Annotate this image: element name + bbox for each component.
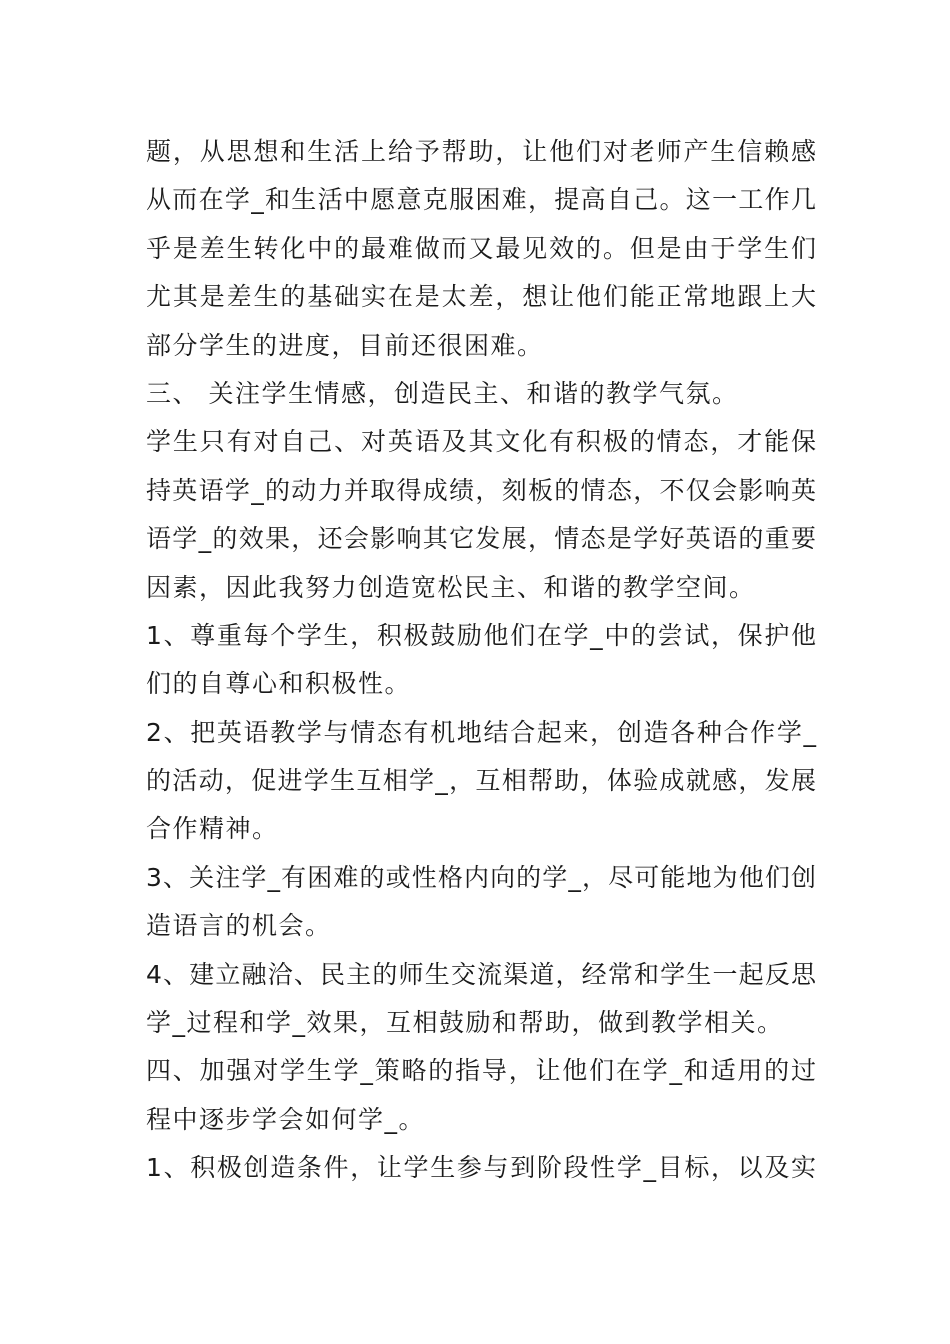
- list-item-4-line-1: 4、建立融洽、民主的师生交流渠道，经常和学生一起反思: [146, 959, 816, 989]
- text-line-5: 部分学生的进度，目前还很困难。: [146, 330, 544, 360]
- section-heading-4-line-1: 四、加强对学生学_策略的指导，让他们在学_和适用的过: [146, 1056, 816, 1086]
- document-text-body: [146, 128, 816, 1193]
- text-line-3: 乎是差生转化中的最难做而又最见效的。但是由于学生们: [146, 233, 816, 263]
- list-item-4-line-2: 学_过程和学_效果，互相鼓励和帮助，做到教学相关。: [146, 1008, 784, 1038]
- list-item-2-line-1: 2、把英语教学与情态有机地结合起来，创造各种合作学_: [146, 717, 816, 747]
- list-item-1-line-1: 1、尊重每个学生，积极鼓励他们在学_中的尝试，保护他: [146, 620, 816, 650]
- list-item-1-line-2: 们的自尊心和积极性。: [146, 669, 412, 699]
- text-line-9: 语学_的效果，还会影响其它发展，情态是学好英语的重要: [146, 524, 816, 554]
- text-line-8: 持英语学_的动力并取得成绩，刻板的情态，不仅会影响英: [146, 475, 816, 505]
- list-item-3-line-2: 造语言的机会。: [146, 911, 332, 941]
- text-line-1: 题，从思想和生活上给予帮助，让他们对老师产生信赖感: [146, 137, 816, 166]
- text-line-4: 尤其是差生的基础实在是太差，想让他们能正常地跟上大: [146, 282, 816, 312]
- list-item-2-line-3: 合作精神。: [146, 814, 279, 844]
- text-line-10: 因素，因此我努力创造宽松民主、和谐的教学空间。: [146, 572, 756, 602]
- text-line-7: 学生只有对自己、对英语及其文化有积极的情态，才能保: [146, 427, 816, 457]
- list-item-3-line-1: 3、关注学_有困难的或性格内向的学_，尽可能地为他们创: [146, 862, 816, 892]
- section-heading-4-line-2: 程中逐步学会如何学_。: [146, 1104, 426, 1134]
- list-item-5-line-1: 1、积极创造条件，让学生参与到阶段性学_目标，以及实: [146, 1153, 816, 1183]
- text-line-2: 从而在学_和生活中愿意克服困难，提高自己。这一工作几: [146, 185, 816, 215]
- list-item-2-line-2: 的活动，促进学生互相学_，互相帮助，体验成就感，发展: [146, 766, 816, 796]
- section-heading-3: 三、 关注学生情感，创造民主、和谐的教学气氛。: [146, 378, 739, 408]
